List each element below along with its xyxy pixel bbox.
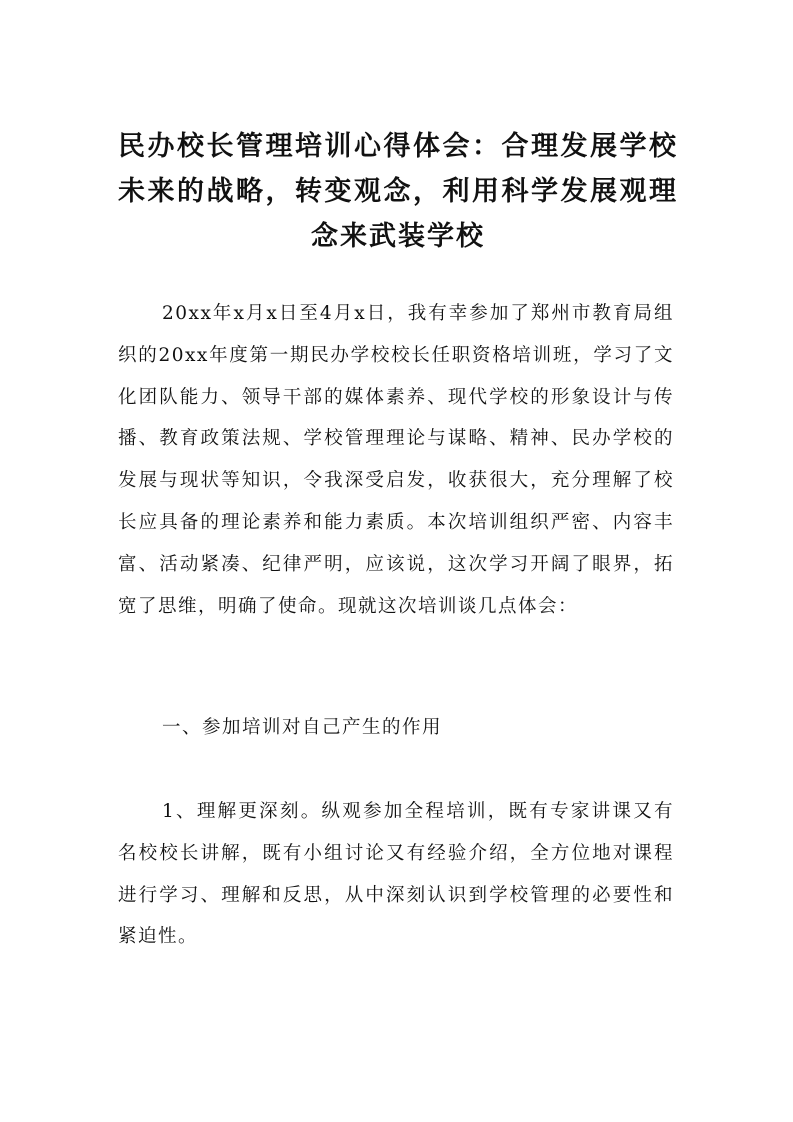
section-heading-1: 一、参加培训对自己产生的作用 xyxy=(162,717,443,738)
point-1-paragraph: 1、理解更深刻。纵观参加全程培训，既有专家讲课又有名校校长讲解，既有小组讨论又有经验介绍，全方位地对课程进行学习、理解和反思，从中深刻认识到学校管理的必要性和紧迫性。 xyxy=(118,801,674,948)
intro-paragraph: 20xx年x月x日至4月x日，我有幸参加了郑州市教育局组织的20xx年度第一期民办学校校长任职资格培训班，学习了文化团队能力、领导干部的媒体素养、现代学校的形象设计与传播、教育政策法规、学校管理理论与谋略、精神、民办学校的发展与现状等知识，令我深受启发，收获很大，充分理解了校长应具备的理论素养和能力素质。本次培训组织严密、内容丰富、活动紧凑、纪律严明，应该说，这次学习开阔了眼界，拓宽了思维，明确了使命。现就这次培训谈几点体会： xyxy=(118,303,674,617)
document-title: 民办校长管理培训心得体会：合理发展学校未来的战略，转变观念，利用科学发展观理念来武装学校 xyxy=(118,131,678,252)
